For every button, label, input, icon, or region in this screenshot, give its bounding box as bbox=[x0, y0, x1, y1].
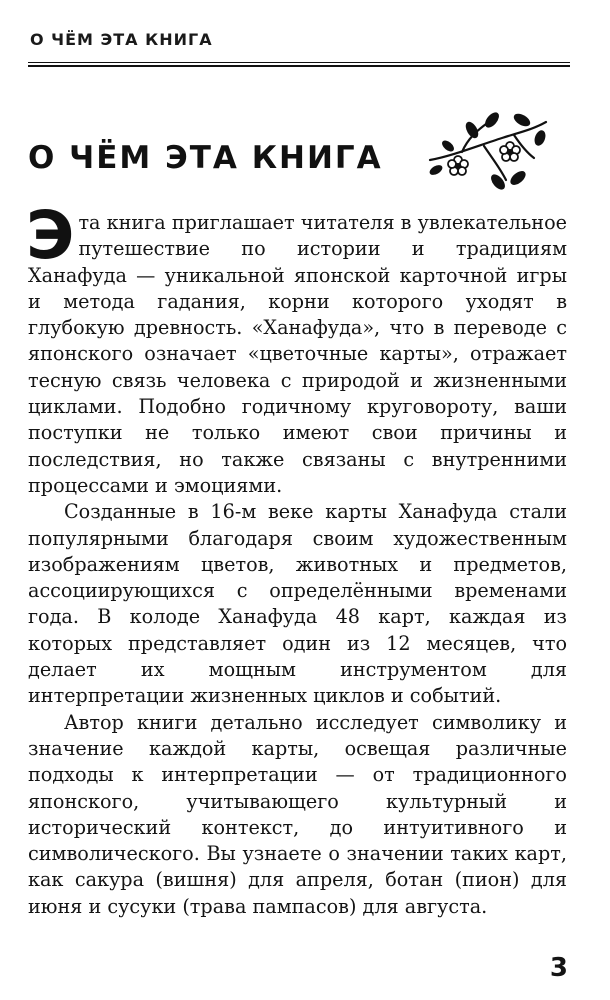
paragraph-1-text: та книга приглашает читателя в увлекательное путешествие по истории и традициям Ханафуда — уникальной японской карточной игры и метода гадания, корни которого уходят в глубокую древность. «Ханафуда», что в переводе с японского означает «цветочные карты», отражает тесную связь человека с природой и жизненными циклами. Подобно годичному круговороту, ваши поступки не только имеют свои причины и последствия, но также связаны с внутренними процессами и эмоциями. bbox=[28, 211, 567, 497]
running-header: О ЧЁМ ЭТА КНИГА bbox=[30, 30, 213, 49]
paragraph-3: Автор книги детально исследует символику и значение каждой карты, освещая различные подходы к интерпретации — от традиционного японского, учитывающего культурный и исторический контекст, до интуитивного и символического. Вы узнаете о значении таких карт, как сакура (вишня) для апреля, ботан (пион) для июня и сусуки (трава пампасов) для августа. bbox=[28, 710, 567, 918]
paragraph-1 bbox=[26, 197, 567, 499]
page-number: 3 bbox=[549, 953, 568, 983]
chapter-title: О ЧЁМ ЭТА КНИГА bbox=[28, 140, 383, 176]
paragraph-2: Созданные в 16-м веке карты Ханафуда стали популярными благодаря своим художественным изображениям цветов, животных и предметов, ассоциирующихся с определёнными временами года. В колоде Ханафуда 48 карт, каждая из которых представляет один из 12 месяцев, что делает их мощным инструментом для интерпретации жизненных циклов и событий. bbox=[28, 500, 567, 708]
cherry-blossom-branch-icon bbox=[422, 108, 550, 196]
header-rule-thick bbox=[28, 65, 570, 67]
drop-cap: Э bbox=[26, 197, 75, 274]
body-text bbox=[26, 197, 567, 920]
header-rule bbox=[28, 62, 570, 63]
